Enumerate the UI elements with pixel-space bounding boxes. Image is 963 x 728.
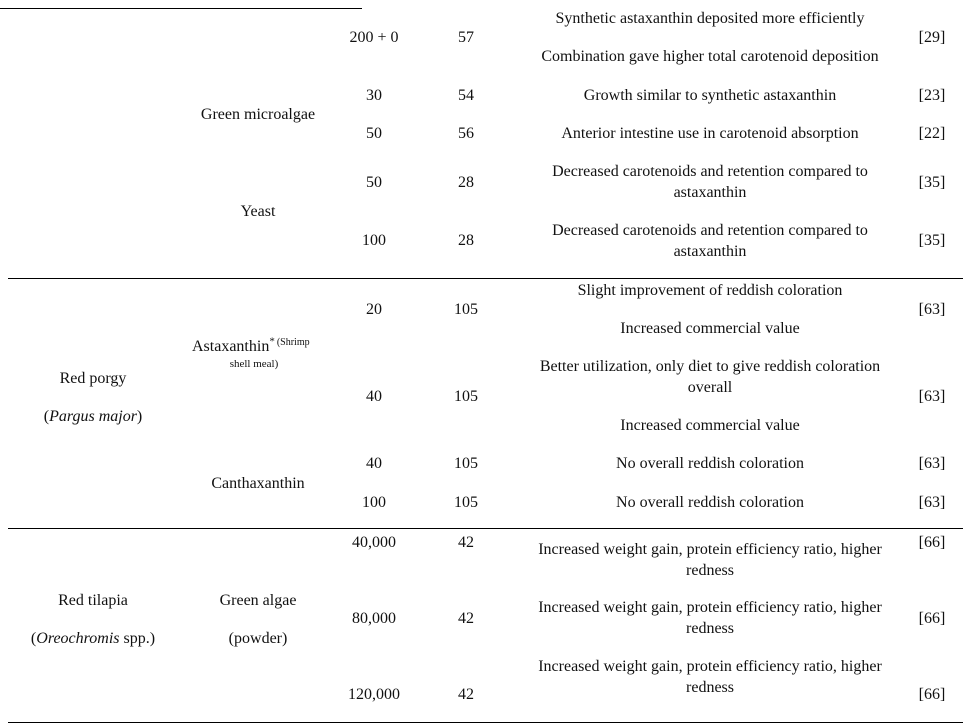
days-cell: 105 (454, 301, 478, 318)
reference-cell: [63] (918, 455, 946, 472)
effect-cell: No overall reddish coloration (616, 494, 804, 511)
reference-cell: [63] (918, 388, 946, 405)
species-red-porgy: Red porgy (59, 370, 127, 387)
amount-cell: 80,000 (352, 610, 396, 627)
amount-cell: 40 (366, 388, 382, 405)
reference-cell: [66] (918, 534, 946, 551)
reference-cell: [29] (918, 29, 946, 46)
amount-cell: 40,000 (352, 534, 396, 551)
amount-cell: 200 + 0 (349, 29, 399, 46)
source-green-algae-form: (powder) (228, 630, 288, 647)
days-cell: 28 (458, 232, 474, 249)
days-cell: 42 (458, 610, 474, 627)
top-rule-source (181, 8, 362, 9)
effect-cell: No overall reddish coloration (616, 455, 804, 472)
reference-cell: [66] (918, 686, 946, 703)
group-divider-1 (8, 278, 963, 279)
reference-cell: [23] (918, 87, 946, 104)
source-green-microalgae: Green microalgae (200, 106, 316, 123)
source-astaxanthin: Astaxanthin* $^{(Shrimp}$ (192, 335, 310, 355)
top-rule-species (0, 8, 181, 9)
effect-cell: redness (686, 562, 734, 579)
amount-cell: 50 (366, 125, 382, 142)
reference-cell: [66] (918, 610, 946, 627)
reference-cell: [63] (918, 301, 946, 318)
days-cell: 42 (458, 686, 474, 703)
effect-cell: Decreased carotenoids and retention compared to (552, 222, 868, 239)
source-yeast: Yeast (240, 203, 276, 220)
effect-cell: Increased commercial value (620, 320, 800, 337)
effect-cell: Anterior intestine use in carotenoid absorption (561, 125, 859, 142)
days-cell: 57 (458, 29, 474, 46)
effect-cell: redness (686, 620, 734, 637)
group-divider-2 (8, 528, 963, 529)
days-cell: 42 (458, 534, 474, 551)
effect-cell: Combination gave higher total carotenoid deposition (541, 48, 879, 65)
amount-cell: 100 (362, 232, 386, 249)
effect-cell: Better utilization, only diet to give reddish coloration (539, 358, 881, 375)
reference-cell: [63] (918, 494, 946, 511)
species-red-tilapia: Red tilapia (58, 592, 128, 609)
source-green-algae: Green algae (219, 592, 297, 609)
days-cell: 105 (454, 494, 478, 511)
reference-cell: [35] (918, 174, 946, 191)
effect-cell: astaxanthin (673, 184, 747, 201)
species-red-tilapia-latin: (Oreochromis spp.) (30, 630, 156, 647)
source-astaxanthin-note: shell meal) (229, 358, 279, 370)
effect-cell: Decreased carotenoids and retention compared to (552, 163, 868, 180)
source-canthaxanthin: Canthaxanthin (211, 475, 305, 492)
effect-cell: Growth similar to synthetic astaxanthin (583, 87, 837, 104)
effect-cell: Increased weight gain, protein efficiency ratio, higher (538, 541, 882, 558)
amount-cell: 30 (366, 87, 382, 104)
effect-cell: Increased weight gain, protein efficiency ratio, higher (538, 599, 882, 616)
species-red-porgy-latin: (Pargus major) (43, 408, 143, 425)
effect-cell: Synthetic astaxanthin deposited more efficiently (555, 10, 865, 27)
amount-cell: 50 (366, 174, 382, 191)
effect-cell: overall (687, 379, 733, 396)
effect-cell: Slight improvement of reddish coloration (577, 282, 843, 299)
days-cell: 54 (458, 87, 474, 104)
days-cell: 28 (458, 174, 474, 191)
days-cell: 105 (454, 455, 478, 472)
bottom-rule (8, 722, 963, 723)
days-cell: 56 (458, 125, 474, 142)
amount-cell: 120,000 (348, 686, 400, 703)
effect-cell: Increased commercial value (620, 417, 800, 434)
effect-cell: redness (686, 679, 734, 696)
reference-cell: [22] (918, 125, 946, 142)
days-cell: 105 (454, 388, 478, 405)
effect-cell: Increased weight gain, protein efficiency ratio, higher (538, 658, 882, 675)
reference-cell: [35] (918, 232, 946, 249)
amount-cell: 20 (366, 301, 382, 318)
effect-cell: astaxanthin (673, 243, 747, 260)
amount-cell: 100 (362, 494, 386, 511)
amount-cell: 40 (366, 455, 382, 472)
